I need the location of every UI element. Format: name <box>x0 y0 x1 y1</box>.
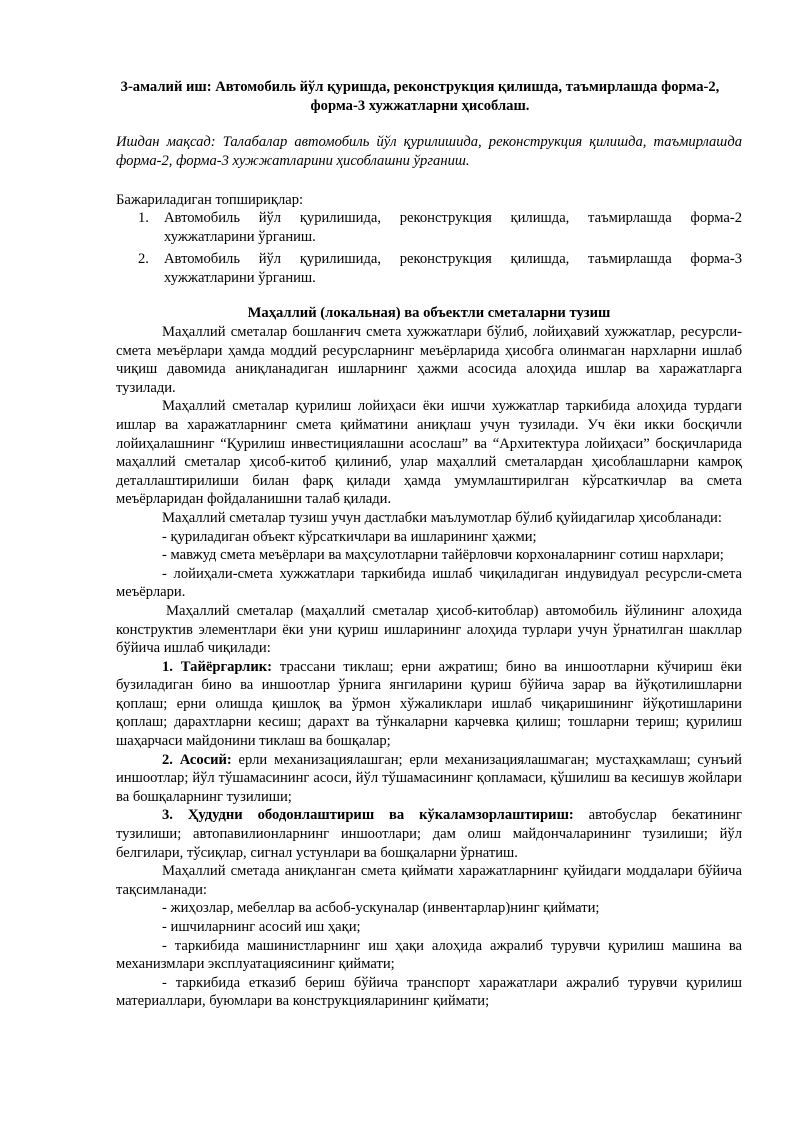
paragraph-purpose: Маҳаллий сметалар қурилиш лойиҳаси ёки ишчи хужжатлар таркибида алоҳида турдаги ишлар ва харажатларнинг смета қийматини аниқлаш учун тузилади. Уч ёки икки босқичли лойиҳалашнинг “Қурилиш инвестициялашни асослаш” ва “Архитектура лойиҳаси” босқичларида маҳаллий сметалар ҳисоб-китоб қилиниб, улар маҳаллий сметалардан ҳисоблашларни камроқ деталлаштирилиши билан фарқ қилади ҳамда умумлаштирилган кўрсаткичлар ва смета меъёрларидан фойдаланишни талаб қилади. <box>116 398 742 508</box>
paragraph-forms: Маҳаллий сметалар (маҳаллий сметалар ҳисоб-китоблар) автомобиль йўлининг алоҳида конструктив элементлари ёки уни қуриш ишларининг алоҳида турлари учун ўрнатилган шакллар бўйича ишлаб чиқилади: <box>116 602 742 657</box>
numbered-item-landscaping <box>116 806 742 862</box>
numbered-item-label: 2. Асосий: <box>162 751 232 768</box>
numbered-item-text: трассани тиклаш; ерни ажратиш; бино ва иншоотларни кўчириш ёки бузиладиган бино ва иншоотлар ўрнига янгиларини қуриш бўйича зарар ва йўқотилишларни қоплаш; ерни олишда қишлоқ ва ўрмон хўжаликлари ишлаб чиқаришининг йўқотишларини қоплаш; дарахтларни кесиш; дарахт ва тўнкаларни карчевка қилиш; тошларни териш; қурилиш шаҳарчаси майдонини тиклаш ва бошқалар; <box>116 658 742 750</box>
task-text: Автомобиль йўл қурилишида, реконструкция қилишда, таъмирлашда форма-2 хужжатларини ўрганиш. <box>164 210 742 245</box>
dash-item: - мавжуд смета меъёрлари ва маҳсулотларни тайёрловчи корхоналарнинг сотиш нархлари; <box>162 547 724 564</box>
document-title: 3-амалий иш: Автомобиль йўл қуришда, реконструкция қилишда, таъмирлашда форма-2, форма-3 хужжатларни ҳисоблаш. <box>120 79 720 114</box>
dash-item: - таркибида машинистларнинг иш ҳақи алоҳида ажралиб турувчи қурилиш машина ва механизмлари эксплуатациясининг қиймати; <box>116 937 742 973</box>
section-body <box>116 323 742 1011</box>
dash-item: - жиҳозлар, мебеллар ва асбоб-ускуналар (инвентарлар)нинг қиймати; <box>162 900 600 917</box>
numbered-item-main <box>116 751 742 807</box>
dash-item: - таркибида етказиб бериш бўйича транспорт харажатлари ажралиб турувчи қурилиш материаллари, буюмлари ва конструкцияларининг қиймати; <box>116 974 742 1010</box>
numbered-item-label: 3. Ҳудудни ободонлаштириш ва кўкаламзорлаштириш: <box>162 807 574 824</box>
tasks-heading: Бажариладиган топшириқлар: <box>116 192 304 208</box>
task-item <box>116 209 742 246</box>
numbered-item-text: ерли механизациялашган; ерли механизациялашмаган; мустаҳкамлаш; сунъий иншоотлар; йўл тўшамасининг асоси, йўл тўшамасининг қопламаси, қўшилиш ва кесишув жойлари ва бошқаларнинг тузилиши; <box>116 751 742 805</box>
paragraph-source-data: Маҳаллий сметалар тузиш учун дастлабки маълумотлар бўлиб қуйидагилар ҳисобланади: <box>162 509 722 526</box>
task-number: 1. <box>138 210 149 226</box>
numbered-item-text: автобуслар бекатининг тузилиши; автопавилионларнинг иншоотлари; дам олиш майдончаларининг тузилиши; йўл белгилари, тўсиқлар, сигнал устунлари ва бошқаларни ўрнатиш. <box>116 807 742 861</box>
section-title: Маҳаллий (локальная) ва объектли сметаларни тузиш <box>247 305 611 321</box>
task-item <box>116 250 742 287</box>
task-number: 2. <box>138 251 149 268</box>
paragraph-cost-items: Маҳаллий сметада аниқланган смета қиймати харажатларнинг қуйидаги моддалари бўйича тақсимланади: <box>116 863 742 898</box>
dash-item: - ишчиларнинг асосий иш ҳақи; <box>162 919 361 935</box>
paragraph-intro: Маҳаллий сметалар бошланғич смета хужжатлари бўлиб, лойиҳавий хужжатлар, ресурсли-смета меъёрлари ҳамда моддий ресурсларнинг меъёрларида ҳисобга олинмаган нархларни ишлаб чиқиш давомида аниқланадиган ишларнинг ҳажми асосида алоҳида ишлар ва харажатларга тузилади. <box>116 324 742 396</box>
numbered-item-label: 1. Тайёргарлик: <box>162 658 272 675</box>
goal-paragraph: Ишдан мақсад: Талабалар автомобиль йўл қурилишида, реконструкция қилишда, таъмирлашда форма-2, форма-3 хужжатларини ҳисоблашни ўрганиш. <box>116 134 742 169</box>
tasks-list <box>116 209 742 291</box>
dash-item: - лойиҳали-смета хужжатлари таркибида ишлаб чиқиладиган индувидуал ресурсли-смета меъёрлари. <box>116 565 742 601</box>
task-text: Автомобиль йўл қурилишида, реконструкция қилишда, таъмирлашда форма-3 хужжатларини ўрганиш. <box>164 251 742 286</box>
dash-item: - қуриладиган объект кўрсаткичлари ва ишларининг ҳажми; <box>162 528 537 545</box>
numbered-item-preparation <box>116 658 742 751</box>
